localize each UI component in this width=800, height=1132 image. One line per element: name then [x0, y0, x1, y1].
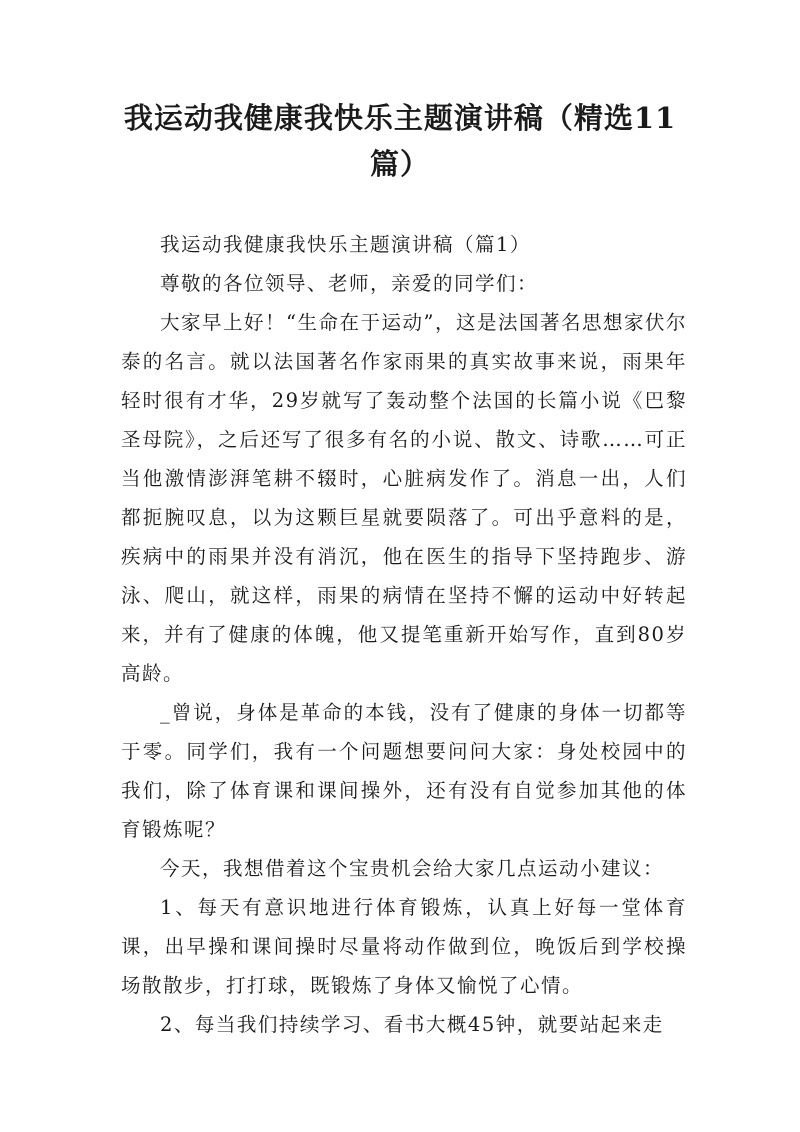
document-body: [121, 225, 687, 1044]
section-heading: 我运动我健康我快乐主题演讲稿（篇1）: [160, 233, 531, 256]
salutation: 尊敬的各位领导、老师，亲爱的同学们：: [160, 272, 539, 295]
paragraph: 大家早上好！“生命在于运动”，这是法国著名思想家伏尔泰的名言。就以法国著名作家雨果的真实故事来说，雨果年轻时很有才华，29岁就写了轰动整个法国的长篇小说《巴黎圣母院》，之后还写了很多有名的小说、散文、诗歌……可正当他激情澎湃笔耕不辍时，心脏病发作了。消息一出，人们都扼腕叹息，以为这颗巨星就要陨落了。可出乎意料的是，疾病中的雨果并没有消沉，他在医生的指导下坚持跑步、游泳、爬山，就这样，雨果的病情在坚持不懈的运动中好转起来，并有了健康的体魄，他又提笔重新开始写作，直到80岁高龄。: [121, 311, 687, 685]
document-title: 我运动我健康我快乐主题演讲稿（精选11篇）: [123, 101, 677, 181]
paragraph: _曾说，身体是革命的本钱，没有了健康的身体一切都等于零。同学们，我有一个问题想要问问大家：身处校园中的我们，除了体育课和课间操外，还有没有自觉参加其他的体育锻炼呢？: [121, 701, 687, 841]
paragraph: 1、每天有意识地进行体育锻炼，认真上好每一堂体育课，出早操和课间操时尽量将动作做到位，晚饭后到学校操场散散步，打打球，既锻炼了身体又愉悦了心情。: [121, 896, 687, 997]
paragraph: 2、每当我们持续学习、看书大概45钟，就要站起来走: [160, 1013, 664, 1036]
paragraph: 今天，我想借着这个宝贵机会给大家几点运动小建议：: [160, 857, 665, 880]
